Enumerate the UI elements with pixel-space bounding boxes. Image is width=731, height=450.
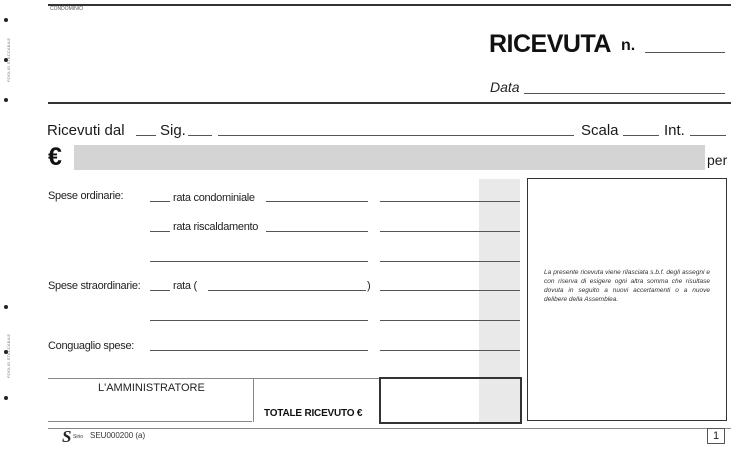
per-label: per	[707, 152, 728, 168]
rate-close-label: )	[367, 280, 371, 292]
receipt-title: RICEVUTA	[489, 30, 611, 58]
adjustment-line	[150, 350, 368, 351]
int-line	[690, 135, 726, 136]
heating-fee-amount-line	[380, 231, 520, 232]
administrator-label: L'AMMINISTRATORE	[98, 382, 205, 394]
int-label: Int.	[664, 122, 685, 139]
total-received-label: TOTALE RICEVUTO €	[264, 408, 363, 419]
adjustment-label: Conguaglio spese:	[48, 340, 135, 352]
total-received-field	[379, 377, 522, 424]
condo-fee-line	[266, 201, 368, 202]
footer-separator	[48, 378, 380, 379]
bottom-border	[48, 428, 731, 429]
publisher-logo-text: Sirio	[73, 434, 84, 440]
received-from-label: Ricevuti dal	[47, 122, 125, 139]
perforation-dot	[4, 18, 8, 22]
extraordinary-short-line	[150, 290, 170, 291]
publisher-logo-mark: S	[62, 427, 72, 446]
scala-line	[623, 135, 659, 136]
extraordinary-expenses-label: Spese straordinarie:	[48, 280, 141, 292]
heating-short-line	[150, 231, 170, 232]
top-border	[48, 4, 731, 6]
page-number: 1	[712, 430, 720, 442]
extraordinary-extra-amount-line	[380, 320, 520, 321]
rate-line	[208, 290, 366, 291]
date-line	[524, 93, 725, 94]
footer-divider	[253, 378, 254, 422]
perforation-label: FOGLIO STACCABILE	[6, 333, 11, 378]
condo-fee-label: rata condominiale	[173, 192, 255, 204]
heating-fee-line	[266, 231, 368, 232]
ordinary-extra-amount-line	[380, 261, 520, 262]
ordinary-expenses-label: Spese ordinarie:	[48, 190, 124, 202]
perforation-dot	[4, 98, 8, 102]
receipt-number-line	[645, 52, 725, 53]
perforation-dot	[4, 396, 8, 400]
perforation-dot	[4, 305, 8, 309]
condo-fee-amount-line	[380, 201, 520, 202]
euro-symbol: €	[48, 143, 62, 171]
condominium-label: CONDOMINIO	[50, 6, 84, 12]
receipt-number-label: n.	[621, 37, 636, 54]
ordinary-extra-line	[150, 261, 368, 262]
ordinary-short-line	[150, 201, 170, 202]
header-separator	[48, 102, 731, 104]
extraordinary-extra-line	[150, 320, 368, 321]
legal-note-text: La presente ricevuta viene rilasciata s.b.f. degli assegni e con riserva di esigere ogni altra somma che risultase dovuta in seguito a nuovi accertamenti o a nuove delibere della Assemblea.	[544, 269, 710, 303]
publisher-logo	[62, 428, 88, 444]
form-code: SEU000200 (a)	[90, 431, 146, 440]
sig-label: Sig.	[160, 122, 186, 139]
heating-fee-label: rata riscaldamento	[173, 221, 259, 233]
amount-field	[74, 145, 705, 170]
page-number-box	[707, 428, 725, 444]
rate-open-label: rata (	[173, 280, 197, 292]
scala-label: Scala	[581, 122, 619, 139]
perforation-label: FOGLIO STACCABILE	[6, 37, 11, 82]
administrator-signature-line	[48, 421, 252, 422]
sig-line-long	[218, 135, 574, 136]
date-label: Data	[490, 79, 520, 95]
adjustment-amount-line	[380, 350, 520, 351]
received-from-line	[136, 135, 156, 136]
sig-line-short	[188, 135, 212, 136]
rate-amount-line	[380, 290, 520, 291]
